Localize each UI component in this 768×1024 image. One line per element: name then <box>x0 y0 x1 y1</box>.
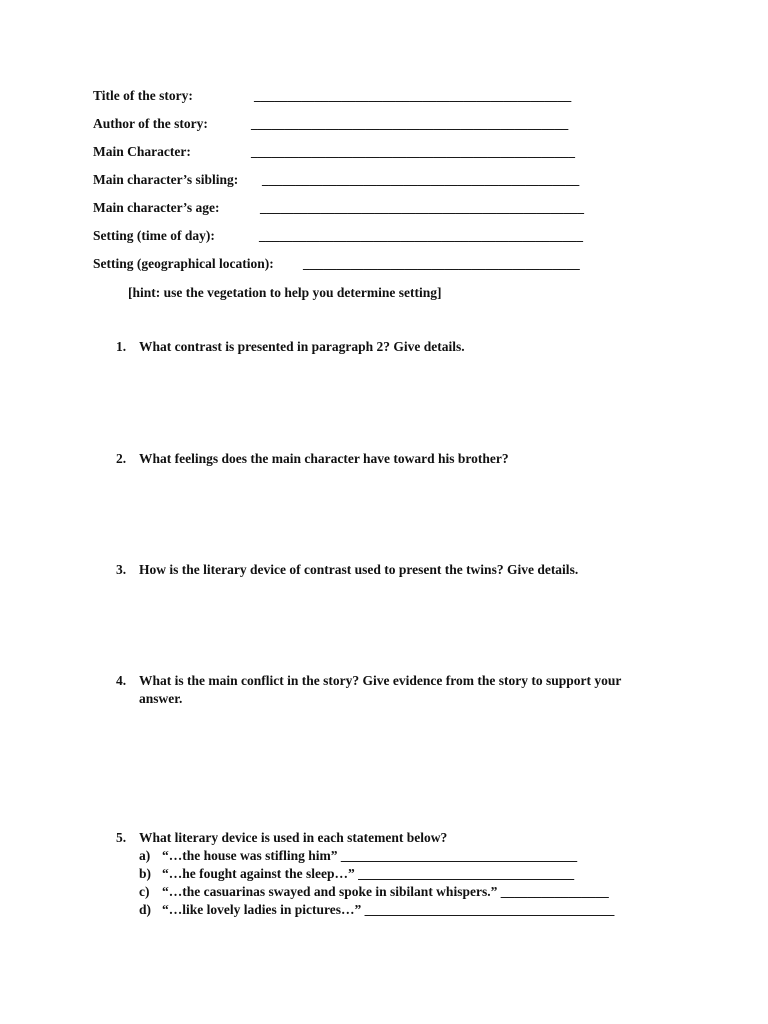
field-label: Author of the story: <box>93 116 208 131</box>
question-5 <box>116 829 676 847</box>
setting-hint: [hint: use the vegetation to help you determine setting] <box>128 285 442 300</box>
field-label: Setting (time of day): <box>93 228 215 243</box>
statement-text: “…the house was stifling him” <box>162 848 338 863</box>
statement-c <box>139 883 609 901</box>
question-3 <box>116 561 676 579</box>
question-4 <box>116 672 664 708</box>
field-label: Main character’s age: <box>93 200 220 215</box>
question-text: What contrast is presented in paragraph 2? Give details. <box>139 339 465 354</box>
question-2 <box>116 450 676 468</box>
question-text: What feelings does the main character have toward his brother? <box>139 451 509 466</box>
statement-letter: a) <box>139 848 151 863</box>
field-age <box>93 199 584 217</box>
question-text: How is the literary device of contrast used to present the twins? Give details. <box>139 562 579 577</box>
field-label: Title of the story: <box>93 88 193 103</box>
question-number: 3. <box>116 562 127 577</box>
answer-line[interactable]: _________________________________________ <box>303 256 580 271</box>
field-sibling <box>93 171 580 189</box>
answer-line[interactable]: ________________________________________________ <box>251 144 575 159</box>
question-text: What literary device is used in each statement below? <box>139 830 448 845</box>
statement-text: “…he fought against the sleep…” <box>162 866 355 881</box>
statement-letter: c) <box>139 884 150 899</box>
statement-text: “…like lovely ladies in pictures…” <box>162 902 362 917</box>
question-number: 5. <box>116 830 127 845</box>
field-title <box>93 87 572 105</box>
statement-letter: b) <box>139 866 152 881</box>
question-1 <box>116 338 676 356</box>
statement-d <box>139 901 614 919</box>
statement-a <box>139 847 577 865</box>
answer-line[interactable]: _____________________________________ <box>364 902 615 917</box>
question-number: 2. <box>116 451 127 466</box>
field-label: Main character’s sibling: <box>93 172 239 187</box>
field-label: Main Character: <box>93 144 191 159</box>
answer-line[interactable]: ________________________________________________ <box>259 228 583 243</box>
answer-line[interactable]: ________________ <box>500 884 609 899</box>
answer-line[interactable]: ___________________________________ <box>340 848 578 863</box>
field-author <box>93 115 569 133</box>
statement-b <box>139 865 574 883</box>
answer-line[interactable]: ________________________________________________ <box>260 200 584 215</box>
answer-line[interactable]: _______________________________________________ <box>254 88 572 103</box>
question-number: 1. <box>116 339 127 354</box>
question-text: What is the main conflict in the story? Give evidence from the story to support your answer. <box>139 673 622 706</box>
answer-line[interactable]: _______________________________________________ <box>262 172 580 187</box>
field-label: Setting (geographical location): <box>93 256 274 271</box>
statement-letter: d) <box>139 902 152 917</box>
answer-line[interactable]: _______________________________________________ <box>251 116 569 131</box>
question-number: 4. <box>116 673 127 688</box>
field-main-character <box>93 143 575 161</box>
field-location <box>93 255 580 273</box>
field-time-of-day <box>93 227 583 245</box>
statement-text: “…the casuarinas swayed and spoke in sibilant whispers.” <box>162 884 498 899</box>
answer-line[interactable]: ________________________________ <box>358 866 575 881</box>
